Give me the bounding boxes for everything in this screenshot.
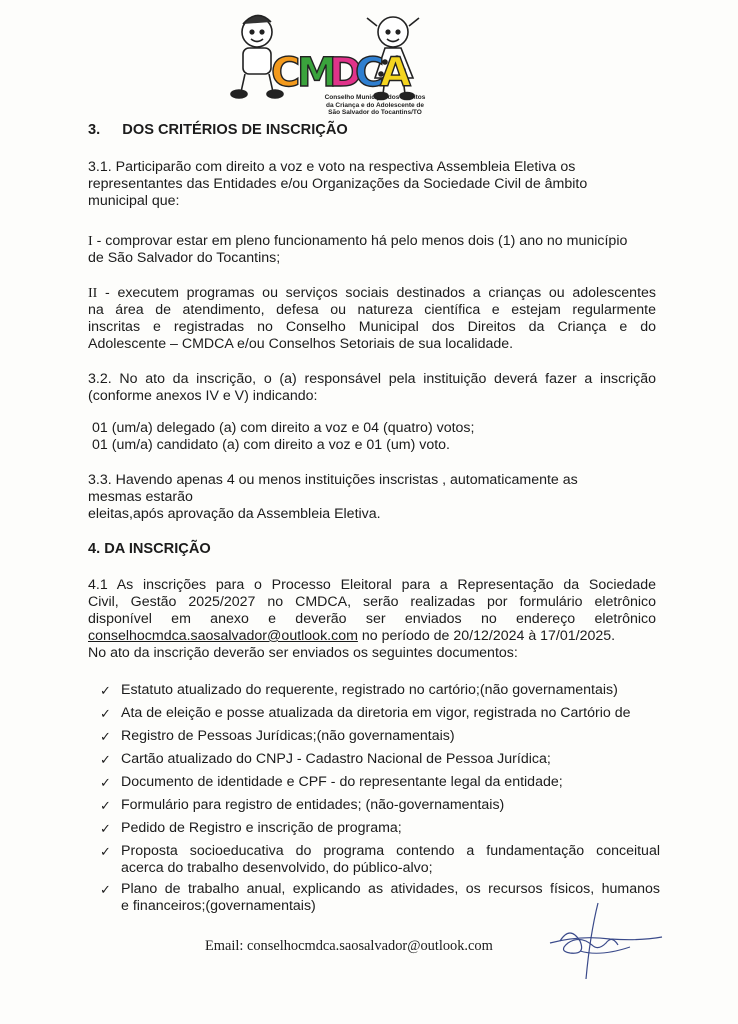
logo-subtitle: [305, 94, 445, 117]
checkmark-icon: ✓: [100, 683, 111, 698]
criterion-item-1: [88, 233, 656, 267]
checkmark-icon: ✓: [100, 821, 111, 836]
text-line: Adolescente – CMDCA e/ou Conselhos Setoriais de sua localidade.: [88, 336, 514, 352]
text-line: No ato da inscrição deverão ser enviados os seguintes documentos:: [88, 645, 518, 661]
list-item: [100, 843, 660, 877]
section3-number: 3.: [88, 122, 101, 138]
list-item-text: Ata de eleição e posse atualizada da diretoria em vigor, registrada no Cartório de: [121, 705, 631, 721]
checkmark-icon: ✓: [100, 882, 111, 897]
cmdca-letters: [271, 50, 411, 96]
list-item: [100, 751, 660, 768]
list-item: [100, 797, 660, 814]
text-line: 01 (um/a) delegado (a) com direito a voz e 04 (quatro) votos;: [92, 420, 475, 436]
checkmark-icon: ✓: [100, 752, 111, 767]
section3-heading: [88, 122, 656, 139]
list-item-text: e financeiros;(governamentais): [121, 898, 316, 914]
text-line: 3.2. No ato da inscrição, o (a) responsável pela instituição deverá fazer a inscrição: [88, 371, 656, 387]
text-line: mesmas estarão: [88, 489, 193, 505]
list-item-text: Cartão atualizado do CNPJ - Cadastro Nacional de Pessoa Jurídica;: [121, 751, 551, 767]
roman-numeral: I: [88, 234, 93, 249]
text-line: - executem programas ou serviços sociais destinados a crianças ou adolescentes: [97, 285, 656, 301]
email-link[interactable]: conselhocmdca.saosalvador@outlook.com: [88, 628, 358, 644]
text-line: representantes das Entidades e/ou Organizações da Sociedade Civil de âmbito: [88, 176, 588, 192]
paragraph-3-3: [88, 472, 656, 523]
text-line: no período de 20/12/2024 à 17/01/2025.: [357, 628, 616, 644]
svg-text:D: D: [329, 50, 363, 96]
paragraph-4-1: [88, 577, 656, 662]
checkmark-icon: ✓: [100, 706, 111, 721]
footer-email: Email: conselhocmdca.saosalvador@outlook.com: [205, 938, 493, 954]
text-line: - comprovar estar em pleno funcionamento há pelo menos dois (1) ano no município: [92, 233, 628, 249]
list-item-text: acerca do trabalho desenvolvido, do público-alvo;: [121, 860, 433, 876]
roman-numeral: II: [88, 286, 98, 301]
text-line: eleitas,após aprovação da Assembleia Eletiva.: [88, 506, 381, 522]
checkmark-icon: ✓: [100, 729, 111, 744]
text-line: Civil, Gestão 2025/2027 no CMDCA, serão realizadas por formulário eletrônico: [88, 594, 656, 610]
list-item: [100, 774, 660, 791]
list-item-text: Formulário para registro de entidades; (não-governamentais): [121, 797, 505, 813]
svg-text:M: M: [297, 50, 337, 96]
cmdca-logo: [225, 6, 435, 122]
text-line: 4.1 As inscrições para o Processo Eleitoral para a Representação da Sociedade: [88, 577, 656, 593]
list-item-text: Registro de Pessoas Jurídicas;(não governamentais): [121, 728, 455, 744]
handwritten-signature: [540, 895, 670, 985]
logo-subtitle-line: da Criança e do Adolescente de: [325, 101, 424, 109]
criterion-item-2: [88, 285, 656, 353]
text-line: disponível em anexo e deverão ser enviados no endereço eletrônico: [88, 611, 656, 627]
svg-text:C: C: [355, 50, 385, 96]
logo-subtitle-line: Conselho Municipal dos Direitos: [324, 94, 426, 101]
text-line: (conforme anexos IV e V) indicando:: [88, 388, 318, 404]
section4-heading: 4. DA INSCRIÇÃO: [88, 541, 211, 557]
list-item: [100, 705, 660, 722]
list-item: [100, 728, 660, 745]
text-line: 3.3. Havendo apenas 4 ou menos instituições inscristas , automaticamente as: [88, 472, 578, 488]
list-item-text: Pedido de Registro e inscrição de programa;: [121, 820, 402, 836]
vote-allocation: [92, 420, 660, 454]
checkmark-icon: ✓: [100, 775, 111, 790]
text-line: na área de atendimento, defesa ou natureza científica e estejam regularmente: [88, 302, 656, 318]
text-line: inscritas e registradas no Conselho Municipal dos Direitos da Criança e do: [88, 319, 656, 335]
checkmark-icon: ✓: [100, 844, 111, 859]
section3-title: DOS CRITÉRIOS DE INSCRIÇÃO: [122, 122, 348, 138]
list-item-text: Estatuto atualizado do requerente, registrado no cartório;(não governamentais): [121, 682, 618, 698]
list-item-text: Plano de trabalho anual, explicando as atividades, os recursos físicos, humanos: [121, 881, 660, 897]
text-line: 3.1. Participarão com direito a voz e voto na respectiva Assembleia Eletiva os: [88, 159, 576, 175]
svg-text:C: C: [271, 50, 301, 96]
text-line: 01 (um/a) candidato (a) com direito a voz e 01 (um) voto.: [92, 437, 450, 453]
text-line: de São Salvador do Tocantins;: [88, 250, 281, 266]
checkmark-icon: ✓: [100, 798, 111, 813]
list-item-text: Documento de identidade e CPF - do representante legal da entidade;: [121, 774, 563, 790]
text-line: municipal que:: [88, 193, 180, 209]
list-item-text: Proposta socioeducativa do programa contendo a fundamentação conceitual: [121, 843, 660, 859]
required-documents-list: [100, 682, 660, 921]
list-item: [100, 682, 660, 699]
logo-subtitle-line: São Salvador do Tocantins/TO: [328, 109, 422, 116]
paragraph-3-1: [88, 159, 656, 210]
svg-text:A: A: [380, 50, 411, 96]
paragraph-3-2: [88, 371, 656, 405]
list-item: [100, 820, 660, 837]
